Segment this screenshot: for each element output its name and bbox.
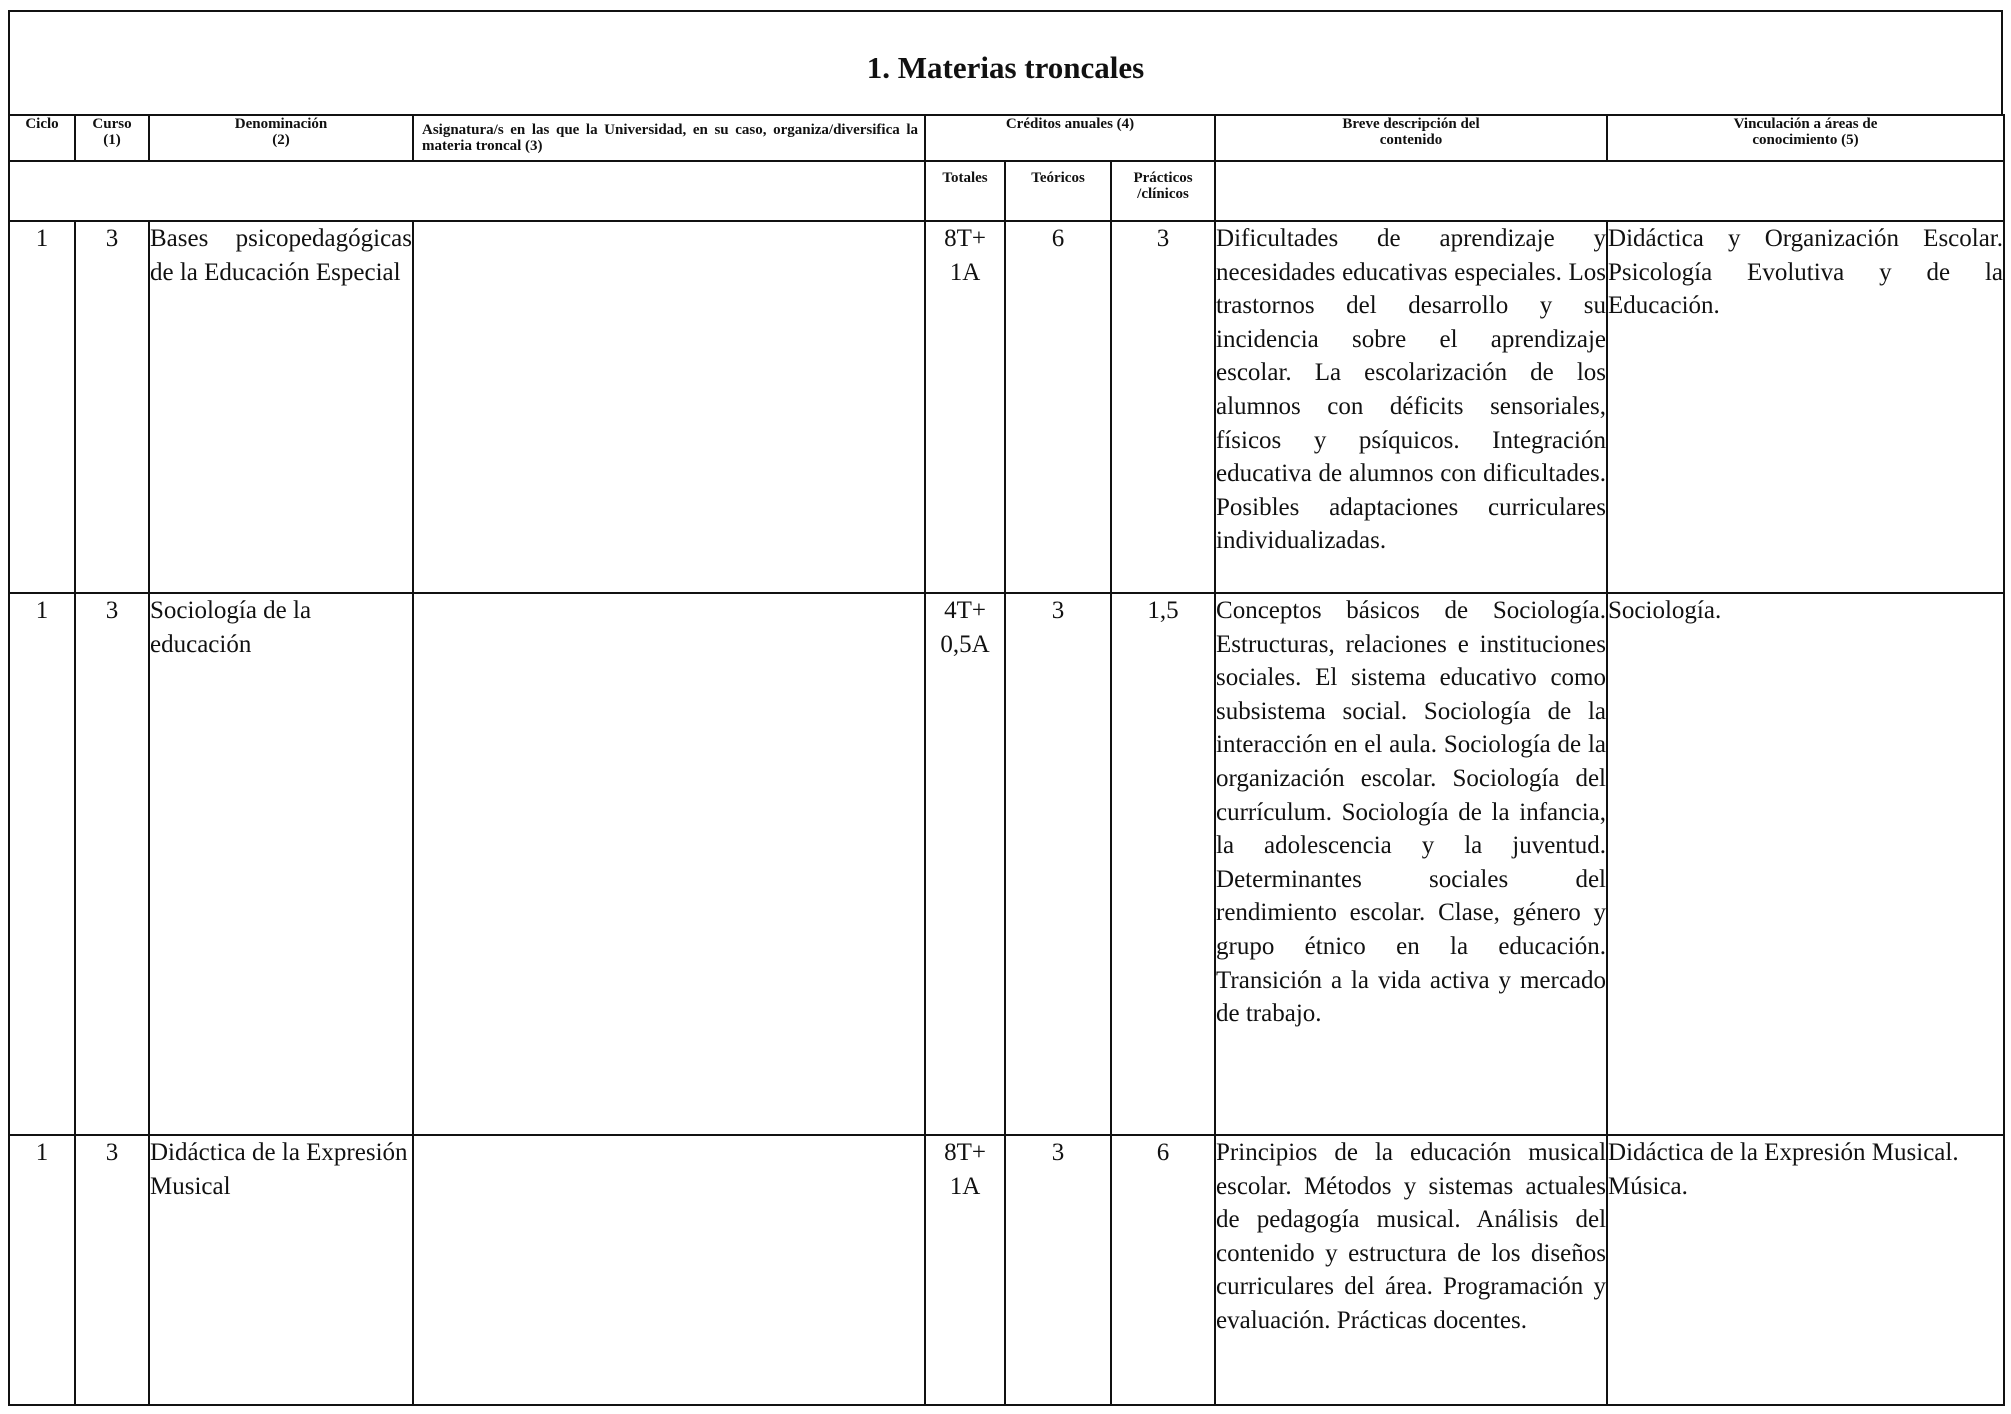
header-denominacion: Denominación (2)	[149, 115, 413, 161]
header-teoricos: Teóricos	[1005, 161, 1111, 221]
header-curso: Curso (1)	[75, 115, 149, 161]
header-asignatura: Asignatura/s en las que la Universidad, en su caso, organiza/diversifica la materia troncal (3)	[413, 115, 925, 161]
table-row	[9, 593, 2004, 1135]
cell-curso: 3	[75, 221, 149, 593]
header-creditos: Créditos anuales (4)	[925, 115, 1215, 161]
cell-practicos: 3	[1111, 221, 1215, 593]
cell-denominacion: Bases psicopedagógicas de la Educación Especial	[149, 221, 413, 593]
table-row	[9, 1135, 2004, 1405]
cell-curso: 3	[75, 593, 149, 1135]
cell-totales: 8T+ 1A	[925, 221, 1005, 593]
cell-descripcion: Conceptos básicos de Sociología. Estructuras, relaciones e instituciones sociales. El sistema educativo como subsistema social. Sociología de la interacción en el aula. Sociología de la organización escolar. Sociología del currículum. Sociología de la infancia, la adolescencia y la juventud. Determinantes sociales del rendimiento escolar. Clase, género y grupo étnico en la educación. Transición a la vida activa y mercado de trabajo.	[1215, 593, 1607, 1135]
cell-vinculacion: Sociología.	[1607, 593, 2004, 1135]
table-row	[9, 221, 2004, 593]
cell-vinculacion: Didáctica de la Expresión Musical. Música.	[1607, 1135, 2004, 1405]
cell-teoricos: 6	[1005, 221, 1111, 593]
title-box	[8, 10, 2003, 114]
cell-curso: 3	[75, 1135, 149, 1405]
cell-descripcion: Principios de la educación musical escolar. Métodos y sistemas actuales de pedagogía musical. Análisis del contenido y estructura de los diseños curriculares del área. Programación y evaluación. Prácticas docentes.	[1215, 1135, 1607, 1405]
cell-totales: 8T+ 1A	[925, 1135, 1005, 1405]
header-sub-empty-right	[1215, 161, 2004, 221]
cell-asignatura	[413, 1135, 925, 1405]
cell-practicos: 6	[1111, 1135, 1215, 1405]
cell-ciclo: 1	[9, 593, 75, 1135]
header-sub-empty	[9, 161, 925, 221]
cell-asignatura	[413, 593, 925, 1135]
cell-denominacion: Didáctica de la Expresión Musical	[149, 1135, 413, 1405]
subjects-table	[8, 114, 2005, 1406]
cell-ciclo: 1	[9, 221, 75, 593]
cell-ciclo: 1	[9, 1135, 75, 1405]
cell-denominacion: Sociología de la educación	[149, 593, 413, 1135]
cell-asignatura	[413, 221, 925, 593]
document-sheet	[8, 10, 2004, 1408]
header-row-main	[9, 115, 2004, 161]
header-vinculacion: Vinculación a áreas de conocimiento (5)	[1607, 115, 2004, 161]
cell-teoricos: 3	[1005, 593, 1111, 1135]
cell-descripcion: Dificultades de aprendizaje y necesidades educativas especiales. Los trastornos del desarrollo y su incidencia sobre el aprendizaje escolar. La escolarización de los alumnos con déficits sensoriales, físicos y psíquicos. Integración educativa de alumnos con dificultades. Posibles adaptaciones curriculares individualizadas.	[1215, 221, 1607, 593]
header-breve: Breve descripción del contenido	[1215, 115, 1607, 161]
header-row-sub	[9, 161, 2004, 221]
cell-teoricos: 3	[1005, 1135, 1111, 1405]
header-practicos: Prácticos /clínicos	[1111, 161, 1215, 221]
cell-vinculacion: Didáctica y Organización Escolar. Psicología Evolutiva y de la Educación.	[1607, 221, 2004, 593]
page-title: 1. Materias troncales	[866, 50, 1145, 85]
cell-practicos: 1,5	[1111, 593, 1215, 1135]
header-ciclo: Ciclo	[9, 115, 75, 161]
header-totales: Totales	[925, 161, 1005, 221]
cell-totales: 4T+ 0,5A	[925, 593, 1005, 1135]
